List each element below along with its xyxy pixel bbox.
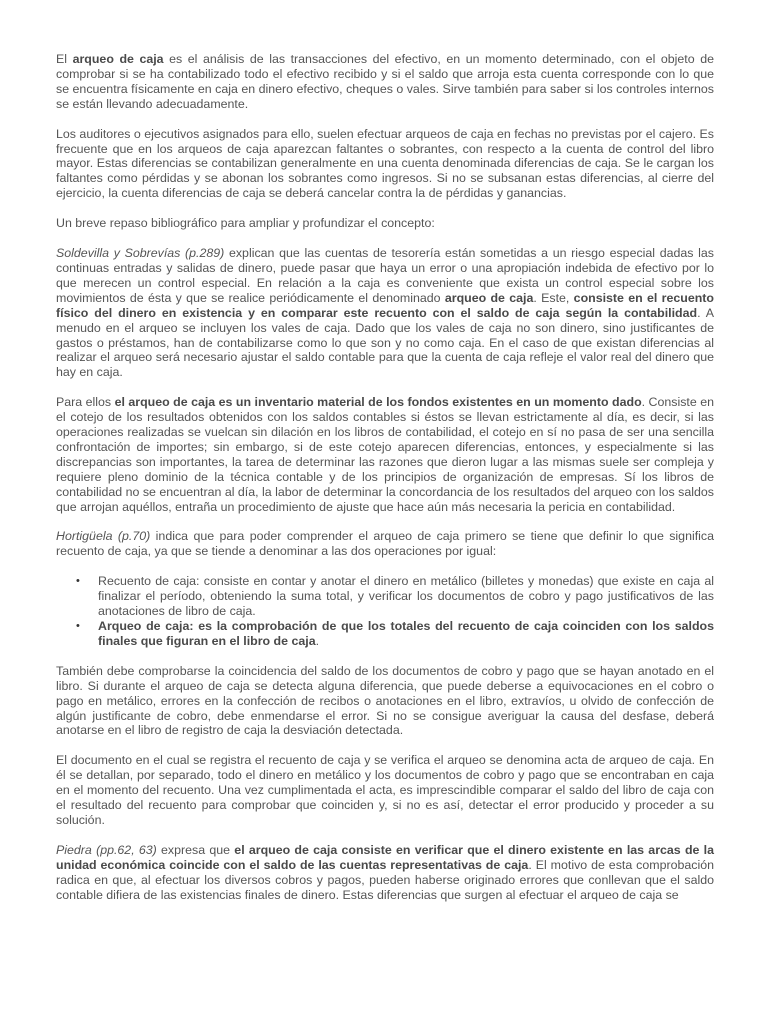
paragraph-inventory	[56, 395, 714, 514]
text: es el análisis de las transacciones del efectivo, en un momento determinado, con el objeto de comprobar si se ha contabilizado todo el efectivo recibido y si el saldo que arroja esta cuenta corresponde con lo que se encuentra físicamente en caja en dinero efectivo, cheques o vales. Sirve también para saber si los controles internos se están llevando adecuadamente.	[56, 52, 714, 111]
text: indica que para poder comprender el arqueo de caja primero se tiene que definir lo que significa recuento de caja, ya que se tiende a denominar a las dos operaciones por igual:	[56, 529, 715, 559]
paragraph-review-intro: Un breve repaso bibliográfico para ampliar y profundizar el concepto:	[56, 216, 435, 231]
text: . El motivo de esta comprobación radica en que, al efectuar los diversos cobros y pagos, pueden haberse originado errores que conllevan que el saldo contable difiera de las existencias finales de dinero. Estas diferencias que surgen al efectuar el arqueo de caja se	[56, 857, 714, 902]
bullet-icon: •	[76, 620, 80, 632]
text: expresa que	[156, 842, 235, 857]
list-item	[76, 574, 714, 619]
bold-term: arqueo de caja	[444, 290, 534, 305]
paragraph-definition	[56, 52, 714, 112]
text: . Este,	[533, 290, 574, 305]
text: Recuento de caja: consiste en contar y anotar el dinero en metálico (billetes y monedas) que existe en caja al finalizar el período, obteniendo la suma total, y verificar los documentos de cobro y pago justificativos de las anotaciones de libro de caja.	[98, 574, 714, 619]
text: Para ellos	[56, 395, 115, 410]
paragraph-coincidence: También debe comprobarse la coincidencia del saldo de los documentos de cobro y pago que se hayan anotado en el libro. Si durante el arqueo de caja se detecta alguna diferencia, que puede deberse a equivocaciones en el cobro o pago en metálico, errores en la confección de recibos o anotaciones en el libro, extravíos, u olvido de confección de algún justificante de cobro, debe enmendarse el error. Si no se consigue averiguar la causa del desfase, deberá anotarse en el libro de registro de caja la desviación detectada.	[56, 663, 714, 738]
bold-definition: el arqueo de caja es un inventario material de los fondos existentes en un momento dado	[114, 395, 642, 410]
bold-definition: Arqueo de caja: es la comprobación de que los totales del recuento de caja coinciden con los saldos finales que figuran en el libro de caja	[98, 619, 714, 648]
bullet-icon: •	[76, 575, 80, 588]
text: El	[56, 52, 73, 66]
bold-definition: consiste en el recuento físico del dinero en existencia y en comparar este recuento con el saldo de caja según la contabilidad	[56, 290, 714, 320]
paragraph-soldevilla	[56, 246, 714, 380]
citation: Piedra (pp.62, 63)	[56, 842, 157, 857]
text: explican que las cuentas de tesorería están sometidas a un riesgo especial dadas las continuas entradas y salidas de dinero, puede pasar que haya un error o una apropiación indebida de efectivo por lo que merecen un control especial. En relación a la caja es conveniente que exista un control especial sobre los movimientos de ésta y que se realice periódicamente el denominado	[56, 246, 714, 305]
document-body	[56, 52, 714, 918]
paragraph-hortiguela	[56, 529, 714, 559]
text: . A menudo en el arqueo se incluyen los vales de caja. Dado que los vales de caja no son dinero, sino justificantes de gastos o préstamos, han de contabilizarse como lo que son y no como caja. En el caso de que existan diferencias al realizar el arqueo será necesario ajustar el saldo contable para que la cuenta de caja refleje el valor real del dinero que hay en caja.	[56, 305, 714, 380]
list-item	[76, 619, 714, 649]
paragraph-acta: El documento en el cual se registra el recuento de caja y se verifica el arqueo se denomina acta de arqueo de caja. En él se detallan, por separado, todo el dinero en metálico y los documentos de cobro y pago que se encontraban en caja en el momento del recuento. Una vez cumplimentada el acta, es imprescindible comparar el saldo del libro de caja con el resultado del recuento para comprobar que coinciden y, si no es así, detectar el error producido y proceder a su solución.	[56, 753, 714, 827]
bullet-list	[56, 574, 714, 649]
text: .	[315, 633, 320, 648]
citation: Hortigüela (p.70)	[56, 529, 151, 544]
paragraph-auditors: Los auditores o ejecutivos asignados para ello, suelen efectuar arqueos de caja en fechas no previstas por el cajero. Es frecuente que en los arqueos de caja aparezcan faltantes o sobrantes, con respecto a la cuenta de control del libro mayor. Estas diferencias se contabilizan generalmente en una cuenta denominada diferencias de caja. Se le cargan los faltantes como pérdidas y se abonan los sobrantes como ingresos. Si no se subsanan estas diferencias, al cierre del ejercicio, la cuenta diferencias de caja se deberá cancelar contra la de pérdidas y ganancias.	[56, 126, 714, 201]
text: . Consiste en el cotejo de los resultados obtenidos con los saldos contables si éstos se llevan estrictamente al día, es decir, si las operaciones realizadas se vuelcan sin dilación en los libros de contabilidad, el cotejo en sí no pasa de ser una sencilla confrontación de importes; sin embargo, si de este cotejo aparecen diferencias, entonces, y especialmente si las discrepancias son importantes, la tarea de determinar las razones que dieron lugar a las mismas suele ser compleja y requiere pleno dominio de la técnica contable y de los principios de organización de empresas. Sí los libros de contabilidad no se encuentran al día, la labor de determinar la concordancia de los resultados del arqueo con los saldos que arrojan aquéllos, entraña un procedimiento de ajuste que hace aún más necesaria la pericia en contabilidad.	[56, 395, 714, 514]
citation: Soldevilla y Sobrevías (p.289)	[56, 246, 225, 261]
paragraph-piedra	[56, 843, 714, 903]
bold-definition: el arqueo de caja consiste en verificar que el dinero existente en las arcas de la unidad económica coincide con el saldo de las cuentas representativas de caja	[56, 842, 714, 872]
bold-term: arqueo de caja	[72, 52, 164, 66]
